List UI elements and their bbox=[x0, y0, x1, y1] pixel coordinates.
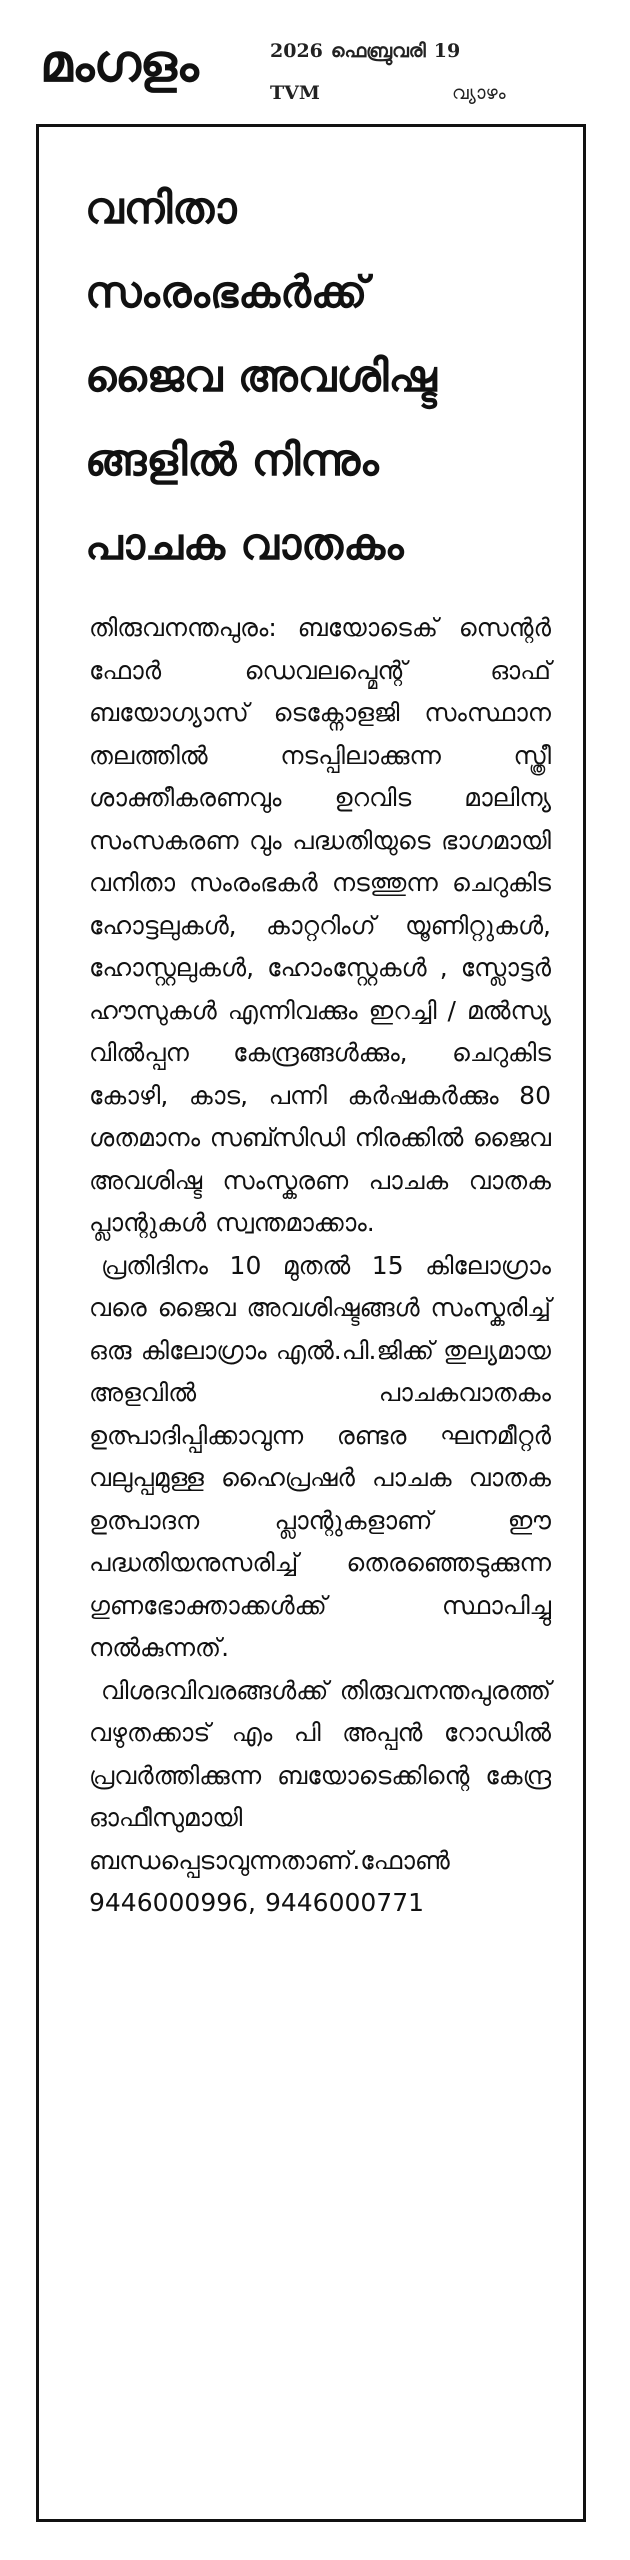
article-paragraph: തിരുവനന്തപുരം: ബയോടെക് സെന്റർ ഫോർ ഡെവലപ്മെന്റ് ഓഫ് ബയോഗ്യാസ് ടെക്നോളജി സംസ്ഥാന തലത്തിൽ നടപ്പിലാക്കുന്ന സ്ത്രീ ശാക്തീകരണവും ഉറവിട മാലിന്യ സംസകരണ വും പദ്ധതിയുടെ ഭാഗമായി വനിതാ സംരംഭകർ നടത്തുന്ന ചെറുകിട ഹോട്ടലുകൾ, കാറ്ററിംഗ് യൂണിറ്റുകൾ, ഹോസ്റ്റലുകൾ, ഹോംസ്റ്റേകൾ , സ്ലോട്ടർ ഹൗസുകൾ എന്നിവക്കും ഇറച്ചി / മൽസ്യ വിൽപ്പന കേന്ദ്രങ്ങൾക്കും, ചെറുകിട കോഴി, കാട, പന്നി കർഷകർക്കും 80 ശതമാനം സബ്സിഡി നിരക്കിൽ ജൈവ അവശിഷ്ട സംസ്കരണ പാചക വാതക പ്ലാന്റുകൾ സ്വന്തമാക്കാം. bbox=[89, 613, 551, 1237]
headline-line: പാചക വാതകം bbox=[85, 519, 404, 570]
masthead bbox=[0, 0, 630, 120]
edition-code: TVM bbox=[270, 82, 320, 104]
headline-line: വനിതാ bbox=[85, 183, 237, 234]
headline bbox=[85, 167, 565, 587]
publication-date bbox=[270, 40, 460, 62]
newspaper-logo: മംഗളം bbox=[40, 34, 198, 94]
article-paragraph: വിശദവിവരങ്ങൾക്ക് തിരുവനന്തപുരത്ത് വഴുതക്കാട് എം പി അപ്പൻ റോഡിൽ പ്രവർത്തിക്കുന്ന ബയോടെക്കിന്റെ കേന്ദ്ര ഓഫീസുമായി ബന്ധപ്പെടാവുന്നതാണ്.ഫോൺ 9446000996, 9446000771 bbox=[89, 1675, 551, 1917]
article-paragraph: പ്രതിദിനം 10 മുതൽ 15 കിലോഗ്രാം വരെ ജൈവ അവശിഷ്ടങ്ങൾ സംസ്കരിച്ച് ഒരു കിലോഗ്രാം എൽ.പി.ജിക്ക് തുല്യമായ അളവിൽ പാചകവാതകം ഉത്പാദിപ്പിക്കാവുന്ന രണ്ടര ഘനമീറ്റർ വലുപ്പമുള്ള ഹൈപ്രഷർ പാചക വാതക ഉത്പാദന പ്ലാന്റുകളാണ് ഈ പദ്ധതിയനുസരിച്ച് തെരഞ്ഞെടുക്കുന്ന ഗുണഭോക്താക്കൾക്ക് സ്ഥാപിച്ചു നൽകുന്നത്. bbox=[89, 1250, 551, 1662]
news-clipping bbox=[36, 124, 586, 2522]
headline-line: സംരംഭകർക്ക് bbox=[85, 267, 368, 318]
headline-line: ജൈവ അവശിഷ്ട bbox=[85, 351, 437, 402]
date-year: 2026 bbox=[270, 40, 323, 62]
date-day: 19 bbox=[433, 40, 461, 62]
date-month: ഫെബ്രുവരി bbox=[330, 40, 426, 62]
weekday: വ്യാഴം bbox=[452, 82, 506, 104]
article-body bbox=[89, 607, 551, 1925]
headline-line: ങ്ങളിൽ നിന്നും bbox=[85, 435, 379, 486]
